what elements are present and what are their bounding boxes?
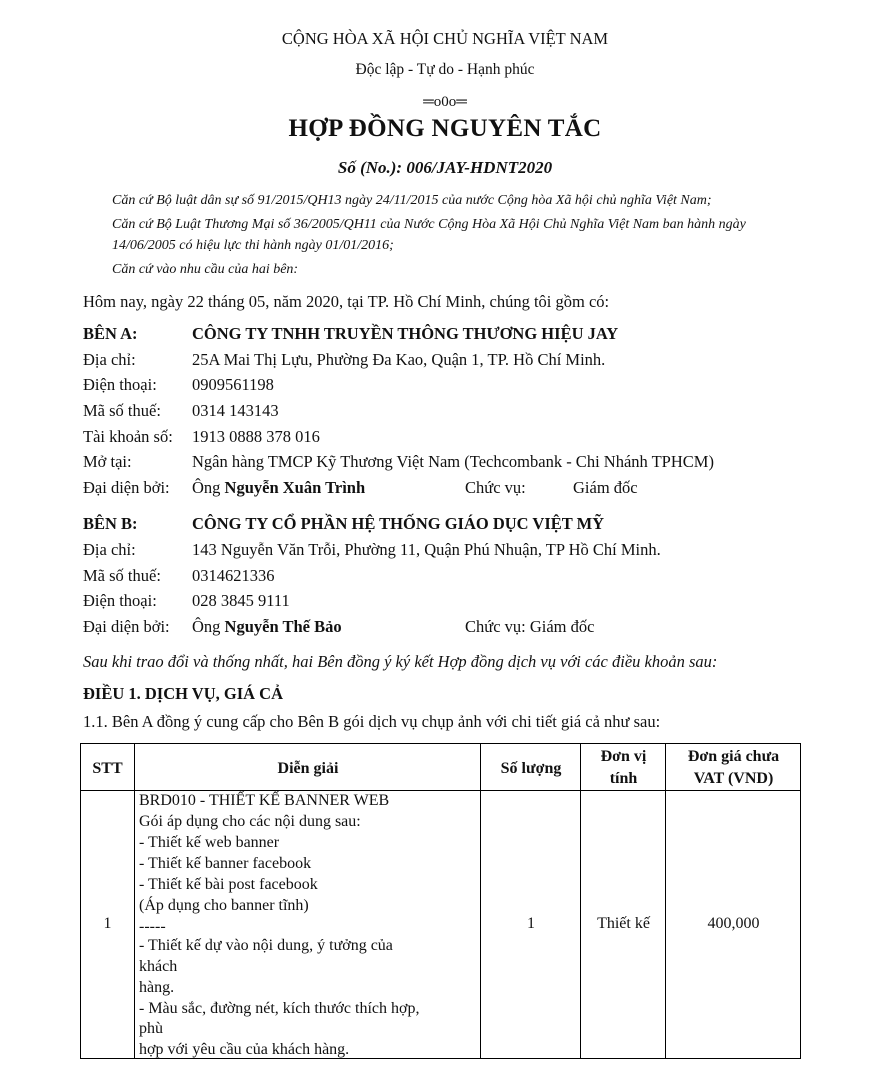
row-stt: 1	[103, 915, 112, 932]
row-desc-line-12: phù	[139, 1020, 163, 1037]
party-a-address-label: Địa chỉ:	[83, 350, 136, 369]
party-a-bank: Ngân hàng TMCP Kỹ Thương Việt Nam (Techcombank - Chi Nhánh TPHCM)	[192, 452, 714, 471]
header-price-line2: VAT (VND)	[693, 770, 774, 787]
party-b-rep-name: Nguyễn Thế Bảo	[224, 617, 342, 636]
header-unit-line2: tính	[609, 770, 638, 787]
party-b-representative	[192, 617, 342, 637]
party-b-tax: 0314621336	[192, 566, 275, 585]
table-col-divider-4	[665, 743, 666, 1059]
row-desc-line-7: -----	[139, 918, 166, 935]
party-a-address: 25A Mai Thị Lựu, Phường Đa Kao, Quận 1, TP. Hồ Chí Minh.	[192, 350, 606, 369]
party-b-phone: 028 3845 9111	[192, 591, 290, 610]
party-a-phone-label: Điện thoại:	[83, 375, 157, 394]
party-a-name: CÔNG TY TNHH TRUYỀN THÔNG THƯƠNG HIỆU JAY	[192, 324, 619, 343]
row-desc-line-8: - Thiết kế dự vào nội dung, ý tưởng của	[139, 937, 393, 954]
header-description: Diễn giải	[277, 760, 339, 777]
basis-line-2: Căn cứ Bộ Luật Thương Mại số 36/2005/QH11 của Nước Cộng Hòa Xã Hội Chủ Nghĩa Việt Nam ban hành ngày	[112, 217, 746, 232]
party-b-rep-prefix: Ông	[192, 617, 221, 636]
party-a-label: BÊN A:	[83, 324, 138, 343]
party-b-position: Chức vụ: Giám đốc	[465, 617, 595, 636]
row-desc-line-3: - Thiết kế web banner	[139, 834, 280, 851]
table-border-right	[800, 743, 801, 1059]
agreement-text: Sau khi trao đổi và thống nhất, hai Bên đồng ý ký kết Hợp đồng dịch vụ với các điều khoản sau:	[83, 652, 718, 671]
party-a-position-label: Chức vụ:	[465, 478, 526, 497]
row-desc-line-2: Gói áp dụng cho các nội dung sau:	[139, 813, 361, 830]
party-a-account-label: Tài khoản số:	[83, 427, 173, 446]
article-1-clause: 1.1. Bên A đồng ý cung cấp cho Bên B gói dịch vụ chụp ảnh với chi tiết giá cả như sau:	[83, 712, 661, 731]
row-desc-line-1: BRD010 - THIẾT KẾ BANNER WEB	[139, 792, 390, 809]
row-price: 400,000	[707, 915, 760, 932]
row-desc-line-6: (Áp dụng cho banner tĩnh)	[139, 897, 309, 914]
contract-number: Số (No.): 006/JAY-HDNT2020	[337, 158, 553, 177]
row-desc-line-13: hợp với yêu cầu của khách hàng.	[139, 1041, 350, 1058]
header-price-line1: Đơn giá chưa	[687, 748, 780, 765]
party-a-representative	[192, 478, 365, 498]
intro-text: Hôm nay, ngày 22 tháng 05, năm 2020, tại TP. Hồ Chí Minh, chúng tôi gồm có:	[83, 292, 610, 311]
basis-line-4: Căn cứ vào nhu cầu của hai bên:	[112, 262, 299, 277]
party-a-tax: 0314 143143	[192, 401, 279, 420]
party-b-address: 143 Nguyễn Văn Trỗi, Phường 11, Quận Phú Nhuận, TP Hồ Chí Minh.	[192, 540, 661, 559]
header-quantity: Số lượng	[500, 760, 562, 777]
table-header-divider	[80, 790, 801, 791]
nation-heading: CỘNG HÒA XÃ HỘI CHỦ NGHĨA VIỆT NAM	[281, 29, 609, 48]
basis-line-1: Căn cứ Bộ luật dân sự số 91/2015/QH13 ngày 24/11/2015 của nước Cộng hòa Xã hội chủ nghĩa Việt Nam;	[112, 193, 712, 208]
article-1-title: ĐIỀU 1. DỊCH VỤ, GIÁ CẢ	[83, 684, 284, 703]
row-unit: Thiết kế	[597, 915, 650, 932]
party-b-phone-label: Điện thoại:	[83, 591, 157, 610]
header-unit-line1: Đơn vị	[600, 748, 647, 765]
table-col-divider-3	[580, 743, 581, 1059]
motto: Độc lập - Tự do - Hạnh phúc	[355, 61, 535, 78]
basis-line-3: 14/06/2005 có hiệu lực thi hành ngày 01/01/2016;	[112, 238, 394, 253]
header-stt: STT	[92, 760, 123, 777]
party-b-address-label: Địa chỉ:	[83, 540, 136, 559]
party-a-account: 1913 0888 378 016	[192, 427, 320, 446]
row-desc-line-5: - Thiết kế bài post facebook	[139, 876, 318, 893]
party-b-name: CÔNG TY CỔ PHẦN HỆ THỐNG GIÁO DỤC VIỆT MỸ	[192, 514, 605, 533]
table-border-left	[80, 743, 81, 1059]
party-a-phone: 0909561198	[192, 375, 274, 394]
row-desc-line-4: - Thiết kế banner facebook	[139, 855, 312, 872]
table-col-divider-2	[480, 743, 481, 1059]
row-quantity: 1	[527, 915, 535, 932]
row-desc-line-10: hàng.	[139, 979, 175, 996]
party-a-rep-prefix: Ông	[192, 478, 221, 497]
contract-title: HỢP ĐỒNG NGUYÊN TẮC	[288, 115, 602, 142]
separator: ═o0o═	[423, 94, 467, 110]
table-col-divider-1	[134, 743, 135, 1059]
party-a-rep-label: Đại diện bởi:	[83, 478, 170, 497]
table-border-top	[80, 743, 801, 744]
row-desc-line-11: - Màu sắc, đường nét, kích thước thích hợp,	[139, 1000, 420, 1017]
party-b-label: BÊN B:	[83, 514, 138, 533]
row-desc-line-9: khách	[139, 958, 178, 975]
party-b-tax-label: Mã số thuế:	[83, 566, 161, 585]
party-b-rep-label: Đại diện bởi:	[83, 617, 170, 636]
party-a-tax-label: Mã số thuế:	[83, 401, 161, 420]
party-a-rep-name: Nguyễn Xuân Trình	[224, 478, 366, 497]
party-a-bank-label: Mở tại:	[83, 452, 132, 471]
party-a-position: Giám đốc	[573, 478, 638, 497]
